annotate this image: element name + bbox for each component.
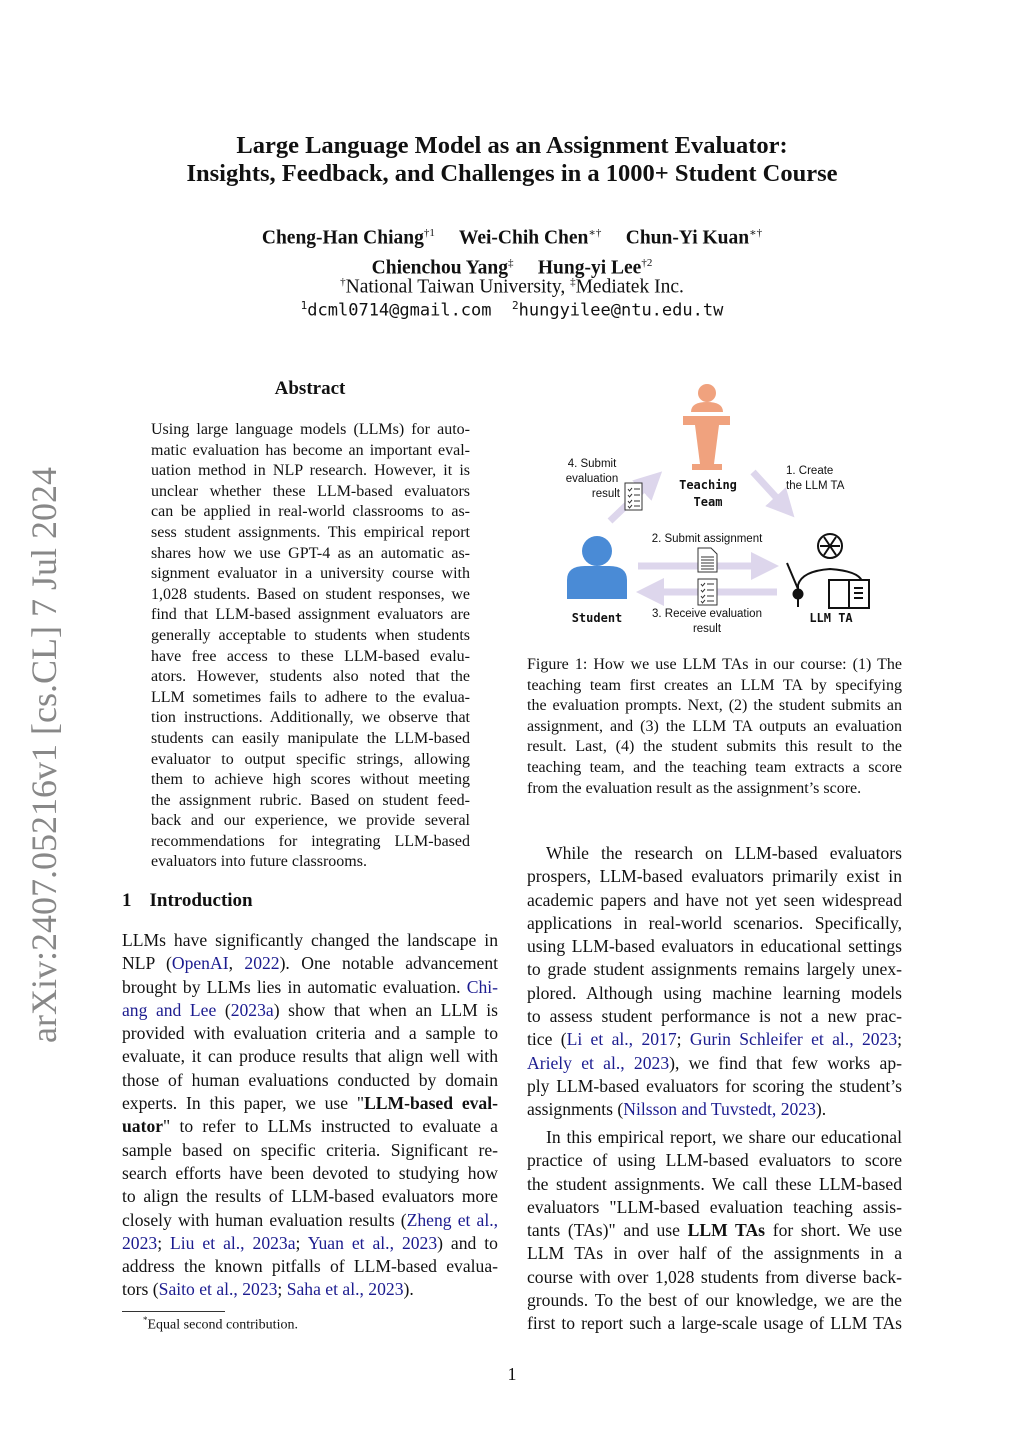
text-line: tion instructions. Additionally, we observe that xyxy=(151,709,470,727)
text-line: them to achieve high scores without meeting xyxy=(151,771,470,789)
text-line: teaching team, and the teaching team extracts a score xyxy=(527,758,902,776)
citation-link[interactable]: 2023a xyxy=(252,1232,296,1253)
text-line: first to report such a large-scale usage of LLM TAs xyxy=(527,1313,902,1334)
teaching-team-podium-icon xyxy=(683,384,730,470)
citation-link[interactable]: 2023 xyxy=(368,1279,404,1300)
footnote-rule xyxy=(122,1311,225,1312)
citation-link[interactable]: 2023 xyxy=(122,1232,158,1253)
citation-link[interactable]: ang and Lee xyxy=(122,999,217,1020)
checklist-document-icon xyxy=(625,483,642,510)
author-mark: ∗† xyxy=(749,227,763,239)
student-icon xyxy=(567,536,627,599)
step3-label: 3. Receive evaluation xyxy=(652,608,762,620)
author-name: Wei-Chih Chen xyxy=(458,227,589,249)
arxiv-watermark: arXiv:2407.05216v1 [cs.CL] 7 Jul 2024 xyxy=(24,467,64,1043)
section-number: 1 xyxy=(122,890,132,911)
text-line: uation method in NLP research. However, it is xyxy=(151,462,470,480)
citation-link[interactable]: Ariely et al., xyxy=(527,1052,625,1073)
citation-link[interactable]: OpenAI xyxy=(171,953,229,974)
teaching-team-label: Teaching xyxy=(679,478,737,492)
text-line: have free access to these LLM-based evalu- xyxy=(151,647,470,665)
text-line: applications in real-world scenarios. Specifically, xyxy=(527,912,902,933)
text-line: ators. However, students also noted that the xyxy=(151,668,470,686)
text-line: recommendations for integrating LLM-based xyxy=(151,832,470,850)
body-paragraph xyxy=(527,1126,902,1336)
text-line: shares how we use GPT-4 as an automatic as- xyxy=(151,544,470,562)
author-name: Chun-Yi Kuan xyxy=(625,227,750,249)
author-name: Hung-yi Lee xyxy=(537,257,642,278)
text-line: evaluator to output specific strings, allowing xyxy=(151,750,470,768)
section-heading xyxy=(122,890,271,912)
llm-ta-label: LLM TA xyxy=(809,611,853,625)
llm-ta-icon xyxy=(787,534,869,608)
text-line: generally acceptable to students when students xyxy=(151,626,470,644)
author-name: Chienchou Yang xyxy=(371,257,508,278)
citation-link[interactable]: Li et al., xyxy=(566,1029,634,1050)
text-line: matic evaluation has become an important eval- xyxy=(151,441,470,459)
section-title: Introduction xyxy=(149,890,253,911)
text-line: tants (TAs)" and use LLM TAs for short. We use xyxy=(527,1220,902,1241)
text-line: grounds. To the best of our knowledge, we are the xyxy=(527,1290,902,1311)
paper-title xyxy=(0,132,1024,188)
abstract-heading: Abstract xyxy=(274,378,346,399)
text-line: assignment, and (3) the LLM TA outputs an evaluation xyxy=(527,717,902,735)
text-line: using LLM-based evaluators in educational settings xyxy=(527,936,902,957)
text-line: address the known pitfalls of LLM-based evalua- xyxy=(122,1256,498,1277)
text-line: evaluators into future classrooms. xyxy=(151,853,367,871)
author-mark: †1 xyxy=(423,227,435,239)
citation-link[interactable]: 2023 xyxy=(633,1052,670,1073)
bold-text: uator xyxy=(122,1116,164,1137)
text-line: prospers, LLM-based evaluators primarily exist in xyxy=(527,866,902,887)
text-line: signment evaluator in a university course with xyxy=(151,565,470,583)
citation-link[interactable]: 2023 xyxy=(242,1279,278,1300)
abstract-body xyxy=(151,420,470,873)
assignment-document-icon xyxy=(698,548,717,572)
text-line: 2023; Liu et al., 2023a; Yuan et al., 2023) and to xyxy=(122,1232,498,1253)
text-line: brought by LLMs lies in automatic evaluation. Chi- xyxy=(122,976,498,997)
author-mark: ‡ xyxy=(508,256,514,269)
step2-label: 2. Submit assignment xyxy=(651,533,763,545)
step4-label: 4. Submit xyxy=(567,458,617,470)
text-line: unclear whether these LLM-based evaluators xyxy=(151,482,470,500)
author-mark: †2 xyxy=(641,256,653,269)
text-line: LLM TAs in over half of the assignments in a xyxy=(527,1243,902,1264)
text-line: 1,028 students. Based on student responses, we xyxy=(151,585,470,603)
text-line: sample based on specific criteria. Significant re- xyxy=(122,1139,498,1160)
step1-label: 1. Create xyxy=(786,465,834,477)
text-line: tice (Li et al., 2017; Gurin Schleifer et al., 2023; xyxy=(527,1029,903,1050)
text-line: sess student assignments. This empirical report xyxy=(151,523,470,541)
citation-link[interactable]: 2022 xyxy=(244,953,280,974)
student-label: Student xyxy=(571,611,623,625)
text-line: practice of using LLM-based evaluators to score xyxy=(527,1150,902,1171)
text-line: find that LLM-based assignment evaluators are xyxy=(151,606,470,624)
text-line: plored. Although using machine learning models xyxy=(527,982,902,1003)
teaching-team-label: Team xyxy=(693,495,723,509)
text-line: closely with human evaluation results (Zheng et al., xyxy=(122,1209,499,1230)
text-line: those of human evaluations conducted by domain xyxy=(122,1069,498,1090)
text-line: from the evaluation result as the assignment’s score. xyxy=(527,779,862,797)
email-mark: 1 xyxy=(300,299,308,312)
text-line: ang and Lee (2023a) show that when an LLM is xyxy=(122,999,498,1020)
citation-link[interactable]: Saito et al., xyxy=(158,1279,238,1300)
text-line: to assess student performance is not a new prac- xyxy=(527,1006,902,1027)
citation-link[interactable]: 2023 xyxy=(401,1232,438,1253)
email-mark: 2 xyxy=(512,299,519,312)
step4-label: result xyxy=(591,488,620,500)
email: hungyilee@ntu.edu.tw xyxy=(518,300,724,321)
affil-mark: † xyxy=(340,276,346,288)
body-paragraph xyxy=(527,842,902,1122)
step3-label: result xyxy=(692,623,722,635)
text-line: LLM sometimes fails to adhere to the evalua- xyxy=(151,688,470,706)
emails xyxy=(0,294,1024,323)
text-line: search efforts have been devoted to studying how xyxy=(122,1162,498,1183)
text-line: academic papers and have not yet seen widespread xyxy=(527,889,902,910)
text-line: the evaluation prompts. Next, (2) the student submits an xyxy=(527,697,902,715)
affiliation: National Taiwan University, xyxy=(345,276,566,298)
text-line: result. Last, (4) the student submits this result to the xyxy=(527,738,902,756)
text-line: to grade student assignments remains largely unex- xyxy=(527,959,902,980)
text-line: evaluate, it can produce results that align well with xyxy=(122,1046,498,1067)
text-line: ply LLM-based evaluators for scoring the student’s xyxy=(527,1075,902,1096)
text-line: Using large language models (LLMs) for auto- xyxy=(151,421,470,438)
arrow-create-llm-ta xyxy=(753,472,785,507)
citation-link[interactable]: Saha et al., xyxy=(286,1279,364,1300)
text-line: evaluators "LLM-based evaluation teaching assis- xyxy=(527,1196,902,1217)
figure-caption xyxy=(527,655,902,799)
citation-link[interactable]: 2023 xyxy=(861,1029,898,1050)
citation-link[interactable]: 2023 xyxy=(780,1099,816,1120)
citation-link[interactable]: 2017 xyxy=(641,1029,677,1050)
text-line: assignments (Nilsson and Tuvstedt, 2023). xyxy=(527,1099,827,1120)
text-line: LLMs have significantly changed the landscape in xyxy=(122,930,498,950)
step4-label: evaluation xyxy=(565,473,619,485)
affiliation: Mediatek Inc. xyxy=(575,276,684,298)
text-line: can be applied in real-world classrooms to as- xyxy=(151,503,470,521)
figure-1-diagram xyxy=(540,375,900,645)
footnote-mark: * xyxy=(143,1315,148,1325)
text-line: students can easily manipulate the LLM-based xyxy=(151,729,470,747)
author-mark: ∗† xyxy=(588,227,602,239)
text-line: While the research on LLM-based evaluators xyxy=(546,843,902,863)
email: dcml0714@gmail.com xyxy=(307,300,492,321)
affil-mark: ‡ xyxy=(570,276,576,288)
citation-link[interactable]: Nilsson and Tuvstedt, xyxy=(623,1099,777,1120)
text-line: the assignment rubric. Based on student feed- xyxy=(151,791,470,809)
text-line: experts. In this paper, we use "LLM-based eval- xyxy=(122,1093,498,1114)
footnote xyxy=(143,1315,298,1334)
bold-text: LLM-based eval- xyxy=(364,1093,498,1114)
title-line-1: Large Language Model as an Assignment Evaluator: xyxy=(236,132,788,159)
text-line: In this empirical report, we share our educational xyxy=(546,1127,902,1147)
citation-link[interactable]: 2023a xyxy=(230,999,274,1020)
page-number: 1 xyxy=(507,1364,517,1384)
step1-label: the LLM TA xyxy=(786,480,845,492)
citation-link[interactable]: Chi- xyxy=(466,976,498,997)
text-line: back and our experience, we provide several xyxy=(151,812,470,830)
text-line: Ariely et al., 2023), we find that few works ap- xyxy=(527,1052,902,1073)
author-name: Cheng-Han Chiang xyxy=(261,227,424,249)
text-line: provided with evaluation criteria and a sample to xyxy=(122,1023,498,1044)
openai-logo-icon xyxy=(818,534,842,558)
bold-text: LLM TAs xyxy=(687,1220,766,1241)
text-line: to align the results of LLM-based evaluators more xyxy=(122,1186,498,1207)
citation-link[interactable]: Zheng et al., xyxy=(406,1209,499,1230)
text-line: NLP (OpenAI, 2022). One notable advancement xyxy=(122,953,499,974)
footnote-text: Equal second contribution. xyxy=(147,1317,298,1333)
text-line: Figure 1: How we use LLM TAs in our course: (1) The xyxy=(527,656,902,673)
text-line: course with over 1,028 students from diverse back- xyxy=(527,1266,902,1287)
checklist-document-icon xyxy=(698,579,717,605)
citation-link[interactable]: Liu et al., xyxy=(170,1232,245,1253)
text-line: tors (Saito et al., 2023; Saha et al., 2023). xyxy=(122,1279,414,1300)
text-line: uator" to refer to LLMs instructed to evaluate a xyxy=(122,1116,498,1137)
intro-paragraph xyxy=(122,929,498,1302)
text-line: teaching team first creates an LLM TA by specifying xyxy=(527,676,902,694)
citation-link[interactable]: Yuan et al., xyxy=(307,1232,394,1253)
title-line-2: Insights, Feedback, and Challenges in a 1000+ Student Course xyxy=(186,160,838,187)
text-line: the student assignments. We call these LLM-based xyxy=(527,1173,902,1194)
citation-link[interactable]: Gurin Schleifer et al., xyxy=(689,1029,854,1050)
